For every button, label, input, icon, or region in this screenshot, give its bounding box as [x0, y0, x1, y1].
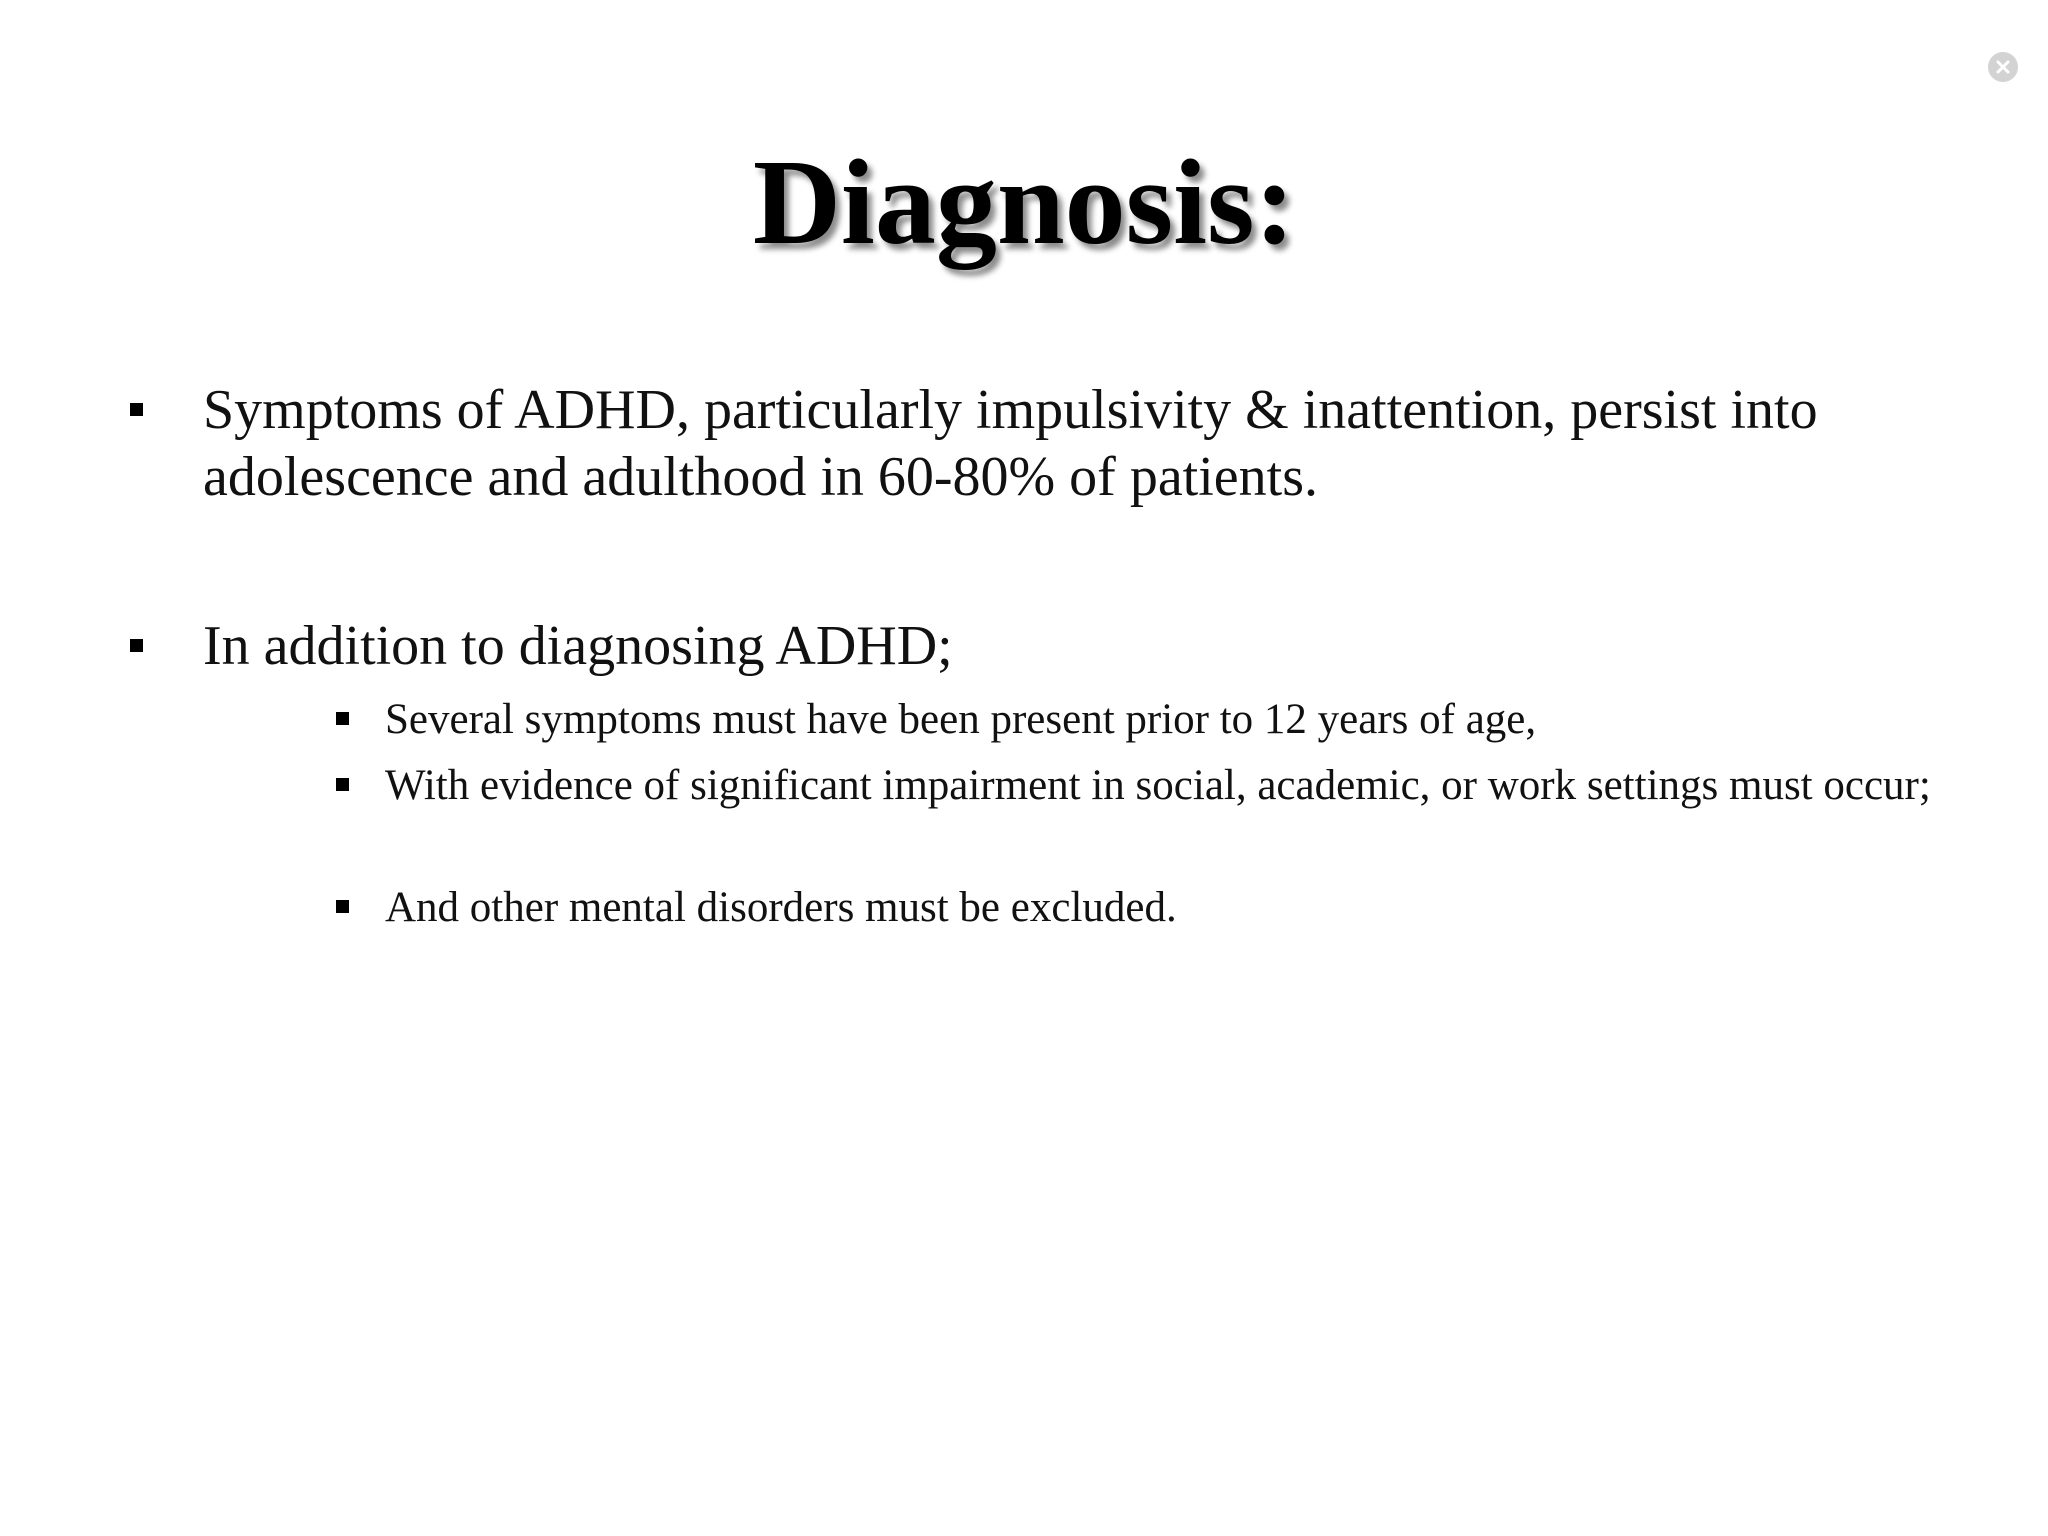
square-bullet-icon	[336, 712, 349, 725]
bullet-text: In addition to diagnosing ADHD;	[203, 615, 953, 677]
square-bullet-icon	[336, 778, 349, 791]
square-bullet-icon	[130, 403, 143, 416]
sub-bullet-item	[336, 880, 1936, 935]
sub-bullet-item	[336, 758, 1936, 813]
sub-bullet-text: And other mental disorders must be excluded.	[385, 884, 1177, 931]
sub-bullet-text: With evidence of significant impairment in social, academic, or work settings must occur;	[385, 762, 1931, 809]
square-bullet-icon	[130, 639, 143, 652]
bullet-item	[130, 613, 1890, 680]
sub-bullet-item	[336, 692, 1936, 747]
bullet-text: Symptoms of ADHD, particularly impulsivity & inattention, persist into adolescence and adulthood in 60-80% of patients.	[203, 379, 1818, 508]
slide-title: Diagnosis:	[752, 135, 1296, 270]
bullet-item	[130, 377, 1890, 511]
close-icon	[1994, 58, 2012, 76]
square-bullet-icon	[336, 900, 349, 913]
sub-bullet-text: Several symptoms must have been present prior to 12 years of age,	[385, 696, 1537, 743]
close-button[interactable]	[1988, 52, 2018, 82]
